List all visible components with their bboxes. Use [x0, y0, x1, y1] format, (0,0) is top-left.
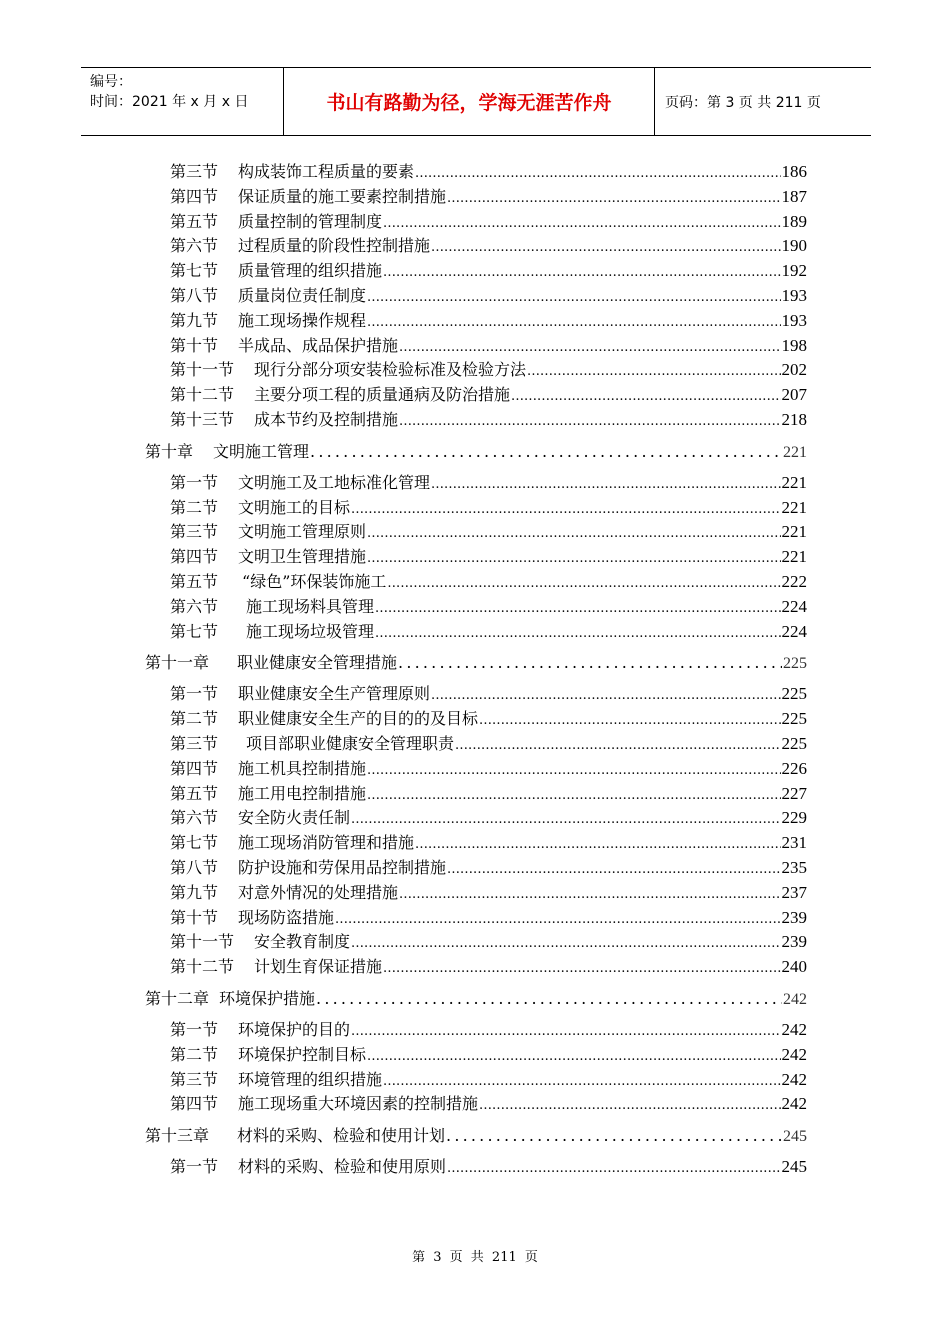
toc-section-entry[interactable]: [145, 259, 807, 284]
toc-entry-page-number: 231: [781, 833, 807, 853]
toc-entry-page-number: 189: [781, 211, 807, 231]
toc-entry-number: 第十一章: [145, 653, 210, 673]
toc-section-entry[interactable]: [145, 358, 807, 383]
toc-entry-page-number: 226: [781, 758, 807, 778]
toc-dot-leader: [527, 360, 780, 385]
toc-dot-leader: [351, 1020, 780, 1045]
toc-dot-leader: [351, 498, 780, 523]
toc-entry-number: 第十二节: [170, 385, 235, 405]
toc-chapter-entry[interactable]: [145, 434, 807, 469]
toc-entry-number: 第十节: [170, 907, 219, 927]
toc-entry-number: 第一节: [170, 684, 219, 704]
toc-section-entry[interactable]: [145, 408, 807, 433]
toc-section-entry[interactable]: [145, 185, 807, 210]
toc-entry-title: 环境保护措施: [219, 988, 316, 1008]
toc-entry-page-number: 235: [781, 857, 807, 877]
toc-entry-title: 施工用电控制措施: [238, 783, 367, 803]
toc-dot-leader: [351, 808, 780, 833]
document-number-label: 编号：: [90, 74, 132, 90]
toc-dot-leader: [398, 645, 782, 680]
toc-section-entry[interactable]: [145, 881, 807, 906]
toc-section-entry[interactable]: [145, 1068, 807, 1093]
toc-entry-number: 第八节: [170, 285, 219, 305]
page-header: [81, 67, 871, 136]
toc-entry-number: 第五节: [170, 783, 219, 803]
toc-section-entry[interactable]: [145, 757, 807, 782]
toc-entry-number: 第四节: [170, 758, 219, 778]
toc-entry-title: 文明施工及工地标准化管理: [238, 472, 431, 492]
toc-entry-number: 第二节: [170, 1044, 219, 1064]
toc-entry-page-number: 229: [781, 808, 807, 828]
toc-entry-number: 第十二章: [145, 988, 210, 1008]
toc-entry-number: 第四节: [170, 1094, 219, 1114]
toc-dot-leader: [335, 908, 780, 933]
toc-entry-title: 安全防火责任制: [238, 808, 351, 828]
toc-section-entry[interactable]: [145, 1092, 807, 1117]
toc-entry-title: 文明施工的目标: [238, 497, 351, 517]
toc-section-entry[interactable]: [145, 831, 807, 856]
toc-entry-number: 第二节: [170, 709, 219, 729]
toc-entry-number: 第五节: [170, 211, 219, 231]
toc-entry-title: 主要分项工程的质量通病及防治措施: [254, 385, 511, 405]
toc-section-entry[interactable]: [145, 234, 807, 259]
toc-entry-page-number: 218: [781, 409, 807, 429]
toc-section-entry[interactable]: [145, 707, 807, 732]
toc-entry-number: 第十一节: [170, 360, 235, 380]
toc-entry-title: 文明施工管理原则: [238, 522, 367, 542]
toc-entry-number: 第六节: [170, 596, 219, 616]
toc-dot-leader: [431, 684, 780, 709]
toc-entry-title: 文明施工管理: [213, 441, 310, 461]
toc-dot-leader: [447, 858, 780, 883]
toc-dot-leader: [367, 1045, 780, 1070]
toc-dot-leader: [367, 547, 780, 572]
toc-dot-leader: [367, 759, 780, 784]
toc-section-entry[interactable]: [145, 471, 807, 496]
toc-section-entry[interactable]: [145, 334, 807, 359]
toc-section-entry[interactable]: [145, 1043, 807, 1068]
toc-section-entry[interactable]: [145, 383, 807, 408]
toc-entry-page-number: 245: [781, 1157, 807, 1177]
toc-entry-number: 第三节: [170, 733, 219, 753]
toc-entry-number: 第九节: [170, 310, 219, 330]
toc-entry-page-number: 225: [781, 684, 807, 704]
page-footer: 第 3 页 共 211 页: [412, 1250, 538, 1265]
header-motto: 书山有路勤为径，学海无涯苦作舟: [283, 68, 655, 135]
toc-entry-page-number: 239: [781, 907, 807, 927]
header-page-info: 页码：第 3 页 共 211 页: [665, 94, 821, 111]
toc-entry-page-number: 242: [781, 1044, 807, 1064]
toc-entry-title: 环境保护控制目标: [238, 1044, 367, 1064]
toc-entry-page-number: 237: [781, 882, 807, 902]
toc-entry-title: “绿色”环保装饰施工: [242, 571, 387, 591]
toc-entry-page-number: 224: [781, 596, 807, 616]
toc-dot-leader: [310, 434, 782, 469]
toc-dot-leader: [387, 572, 780, 597]
toc-entry-page-number: 221: [781, 547, 807, 567]
toc-entry-page-number: 242: [781, 1019, 807, 1039]
toc-dot-leader: [375, 622, 780, 647]
toc-entry-title: 质量管理的组织措施: [238, 261, 383, 281]
toc-dot-leader: [383, 212, 780, 237]
toc-section-entry[interactable]: [145, 545, 807, 570]
toc-entry-page-number: 221: [781, 522, 807, 542]
toc-entry-page-number: 242: [781, 1069, 807, 1089]
toc-entry-title: 环境管理的组织措施: [238, 1069, 383, 1089]
toc-entry-number: 第一节: [170, 472, 219, 492]
toc-entry-page-number: 221: [781, 472, 807, 492]
toc-section-entry[interactable]: [145, 520, 807, 545]
toc-entry-number: 第七节: [170, 833, 219, 853]
toc-dot-leader: [431, 236, 780, 261]
toc-section-entry[interactable]: [145, 955, 807, 980]
toc-entry-title: 施工现场垃圾管理: [246, 621, 375, 641]
toc-entry-number: 第三节: [170, 162, 219, 181]
toc-dot-leader: [399, 410, 780, 435]
toc-entry-number: 第六节: [170, 236, 219, 256]
toc-section-entry[interactable]: [145, 806, 807, 831]
toc-entry-number: 第九节: [170, 882, 219, 902]
toc-entry-number: 第二节: [170, 497, 219, 517]
toc-entry-title: 保证质量的施工要素控制措施: [238, 186, 447, 206]
toc-dot-leader: [383, 957, 780, 982]
toc-entry-title: 施工现场消防管理和措施: [238, 833, 415, 853]
toc-dot-leader: [383, 1070, 780, 1095]
toc-entry-number: 第十一节: [170, 932, 235, 952]
toc-dot-leader: [431, 473, 780, 498]
toc-entry-title: 防护设施和劳保用品控制措施: [238, 857, 447, 877]
toc-entry-page-number: 222: [781, 571, 807, 591]
toc-entry-number: 第五节: [170, 571, 219, 591]
toc-dot-leader: [415, 162, 780, 187]
toc-entry-title: 过程质量的阶段性控制措施: [238, 236, 431, 256]
toc-section-entry[interactable]: [145, 570, 807, 595]
toc-dot-leader: [351, 932, 780, 957]
toc-entry-page-number: 239: [781, 932, 807, 952]
toc-entry-page-number: 187: [781, 186, 807, 206]
toc-entry-number: 第三节: [170, 522, 219, 542]
toc-entry-number: 第十二节: [170, 957, 235, 977]
toc-entry-title: 材料的采购、检验和使用计划: [237, 1126, 446, 1146]
toc-entry-number: 第十节: [170, 335, 219, 355]
toc-section-entry[interactable]: [145, 309, 807, 334]
toc-section-entry[interactable]: [145, 595, 807, 620]
toc-entry-page-number: 240: [781, 957, 807, 977]
toc-entry-title: 职业健康安全生产管理原则: [238, 684, 431, 704]
toc-chapter-entry[interactable]: [145, 981, 807, 1016]
toc-entry-page-number: 225: [783, 655, 807, 673]
toc-entry-number: 第七节: [170, 621, 219, 641]
toc-entry-page-number: 242: [781, 1094, 807, 1114]
toc-entry-number: 第三节: [170, 1069, 219, 1089]
toc-entry-page-number: 242: [783, 990, 807, 1008]
toc-entry-number: 第四节: [170, 186, 219, 206]
toc-entry-title: 对意外情况的处理措施: [238, 882, 399, 902]
toc-entry-page-number: 221: [783, 443, 807, 461]
toc-dot-leader: [511, 385, 780, 410]
toc-entry-number: 第十三节: [170, 409, 235, 429]
toc-entry-title: 职业健康安全生产的目的的及目标: [238, 709, 479, 729]
toc-dot-leader: [367, 784, 780, 809]
toc-section-entry[interactable]: [145, 782, 807, 807]
toc-entry-title: 项目部职业健康安全管理职责: [246, 733, 455, 753]
toc-dot-leader: [367, 286, 780, 311]
toc-entry-title: 施工现场料具管理: [246, 596, 375, 616]
toc-section-entry[interactable]: [145, 160, 807, 185]
toc-section-entry[interactable]: [145, 620, 807, 645]
toc-entry-number: 第一节: [170, 1019, 219, 1039]
toc-dot-leader: [415, 833, 780, 858]
toc-entry-page-number: 227: [781, 783, 807, 803]
header-meta: [81, 68, 283, 135]
toc-dot-leader: [383, 261, 780, 286]
toc-entry-page-number: 221: [781, 497, 807, 517]
toc-section-entry[interactable]: [145, 906, 807, 931]
toc-entry-title: 文明卫生管理措施: [238, 547, 367, 567]
toc-entry-page-number: 190: [781, 236, 807, 256]
toc-entry-page-number: 245: [783, 1128, 807, 1146]
toc-section-entry[interactable]: [145, 930, 807, 955]
toc-section-entry[interactable]: [145, 496, 807, 521]
toc-entry-number: 第七节: [170, 261, 219, 281]
toc-entry-title: 施工机具控制措施: [238, 758, 367, 778]
toc-entry-title: 环境保护的目的: [238, 1019, 351, 1039]
toc-entry-page-number: 193: [781, 310, 807, 330]
toc-entry-page-number: 224: [781, 621, 807, 641]
table-of-contents: [145, 160, 807, 1180]
toc-entry-page-number: 192: [781, 261, 807, 281]
toc-entry-number: 第六节: [170, 808, 219, 828]
toc-section-entry[interactable]: [145, 856, 807, 881]
toc-dot-leader: [399, 336, 780, 361]
toc-entry-number: 第十三章: [145, 1126, 210, 1146]
toc-entry-number: 第一节: [170, 1157, 219, 1177]
toc-entry-number: 第八节: [170, 857, 219, 877]
toc-dot-leader: [455, 734, 780, 759]
toc-dot-leader: [446, 1118, 782, 1153]
toc-entry-title: 半成品、成品保护措施: [238, 335, 399, 355]
toc-entry-title: 现场防盗措施: [238, 907, 335, 927]
toc-section-entry[interactable]: [145, 284, 807, 309]
toc-entry-title: 构成装饰工程质量的要素: [238, 162, 415, 181]
toc-section-entry[interactable]: [145, 210, 807, 235]
toc-dot-leader: [375, 597, 780, 622]
toc-entry-title: 材料的采购、检验和使用原则: [238, 1157, 447, 1177]
toc-dot-leader: [367, 311, 780, 336]
toc-entry-title: 施工现场操作规程: [238, 310, 367, 330]
toc-entry-page-number: 225: [781, 709, 807, 729]
toc-entry-page-number: 198: [781, 335, 807, 355]
toc-dot-leader: [367, 522, 780, 547]
document-date: 时间：2021 年 x 月 x 日: [90, 94, 249, 110]
toc-dot-leader: [479, 709, 780, 734]
toc-section-entry[interactable]: [145, 1018, 807, 1043]
toc-entry-page-number: 207: [781, 385, 807, 405]
toc-section-entry[interactable]: [145, 1155, 807, 1180]
toc-entry-title: 现行分部分项安装检验标准及检验方法: [254, 360, 527, 380]
toc-chapter-entry[interactable]: [145, 645, 807, 680]
toc-entry-title: 施工现场重大环境因素的控制措施: [238, 1094, 479, 1114]
toc-entry-page-number: 186: [781, 162, 807, 181]
toc-entry-page-number: 225: [781, 733, 807, 753]
toc-section-entry[interactable]: [145, 682, 807, 707]
toc-chapter-entry[interactable]: [145, 1118, 807, 1153]
toc-section-entry[interactable]: [145, 732, 807, 757]
toc-dot-leader: [316, 981, 782, 1016]
toc-dot-leader: [447, 1157, 780, 1182]
toc-dot-leader: [479, 1094, 780, 1119]
toc-entry-title: 质量控制的管理制度: [238, 211, 383, 231]
toc-dot-leader: [399, 883, 780, 908]
toc-entry-title: 安全教育制度: [254, 932, 351, 952]
toc-entry-number: 第四节: [170, 547, 219, 567]
toc-entry-page-number: 202: [781, 360, 807, 380]
toc-entry-title: 计划生育保证措施: [254, 957, 383, 977]
toc-entry-number: 第十章: [145, 441, 194, 461]
toc-entry-title: 职业健康安全管理措施: [237, 653, 398, 673]
toc-entry-title: 成本节约及控制措施: [254, 409, 399, 429]
toc-dot-leader: [447, 187, 780, 212]
toc-entry-title: 质量岗位责任制度: [238, 285, 367, 305]
toc-entry-page-number: 193: [781, 285, 807, 305]
